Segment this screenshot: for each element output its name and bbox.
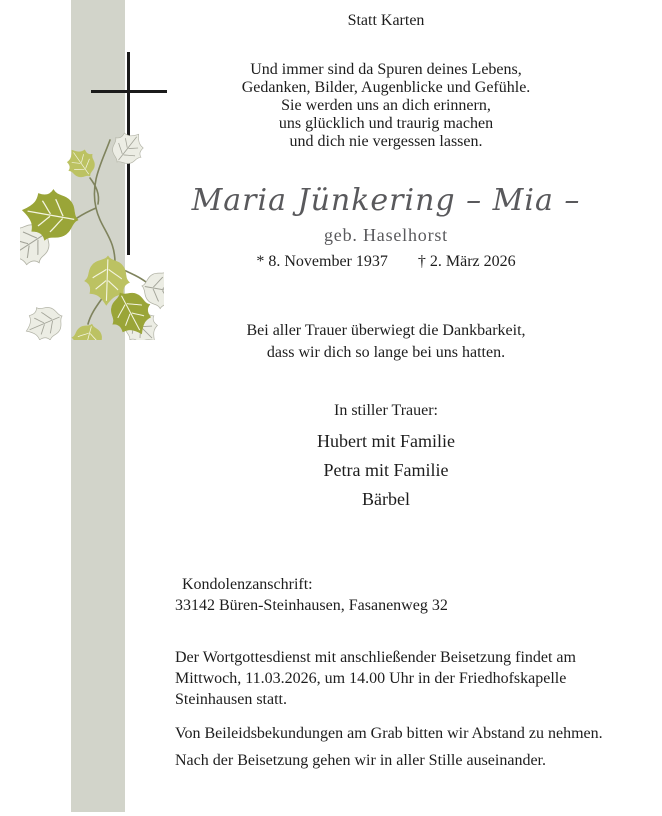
service-info: [175, 647, 645, 710]
life-dates: [112, 252, 660, 272]
mourner-name: Bärbel: [362, 489, 410, 509]
condolence-label: Kondolenzanschrift:: [182, 576, 313, 593]
service-line: Der Wortgottesdienst mit anschließender Beisetzung findet am: [175, 649, 576, 666]
birth-date: * 8. November 1937: [256, 253, 388, 270]
condolence-block: [175, 574, 645, 616]
deceased-name: Maria Jünkering – Mia –: [191, 183, 581, 218]
poem-line: Sie werden uns an dich erinnern,: [281, 97, 491, 114]
poem-line: Gedanken, Bilder, Augenblicke und Gefühle.: [241, 79, 531, 96]
mourning-intro: In stiller Trauer:: [334, 402, 438, 419]
gratitude-line: dass wir dich so lange bei uns hatten.: [266, 344, 506, 361]
poem-line: Und immer sind da Spuren deines Lebens,: [250, 61, 522, 78]
mourner-name: Petra mit Familie: [323, 460, 449, 480]
poem: [112, 61, 660, 151]
death-date: † 2. März 2026: [417, 253, 516, 270]
closing-line: Nach der Beisetzung gehen wir in aller Stille auseinander.: [175, 752, 546, 769]
mourners-list: [112, 427, 660, 514]
poem-line: und dich nie vergessen lassen.: [289, 133, 483, 150]
service-line: Steinhausen statt.: [175, 691, 287, 708]
gratitude-text: [112, 320, 660, 364]
mourner-name: Hubert mit Familie: [317, 431, 455, 451]
closing-remarks: [175, 720, 645, 774]
condolence-address: 33142 Büren-Steinhausen, Fasanenweg 32: [175, 597, 448, 614]
closing-line: Von Beileidsbekundungen am Grab bitten wir Abstand zu nehmen.: [175, 725, 603, 742]
maiden-name: geb. Haselhorst: [324, 225, 448, 245]
header-note: Statt Karten: [347, 12, 425, 29]
gratitude-line: Bei aller Trauer überwiegt die Dankbarkeit,: [246, 322, 526, 339]
service-line: Mittwoch, 11.03.2026, um 14.00 Uhr in der Friedhofskapelle: [175, 670, 567, 687]
poem-line: uns glücklich und traurig machen: [278, 115, 494, 132]
